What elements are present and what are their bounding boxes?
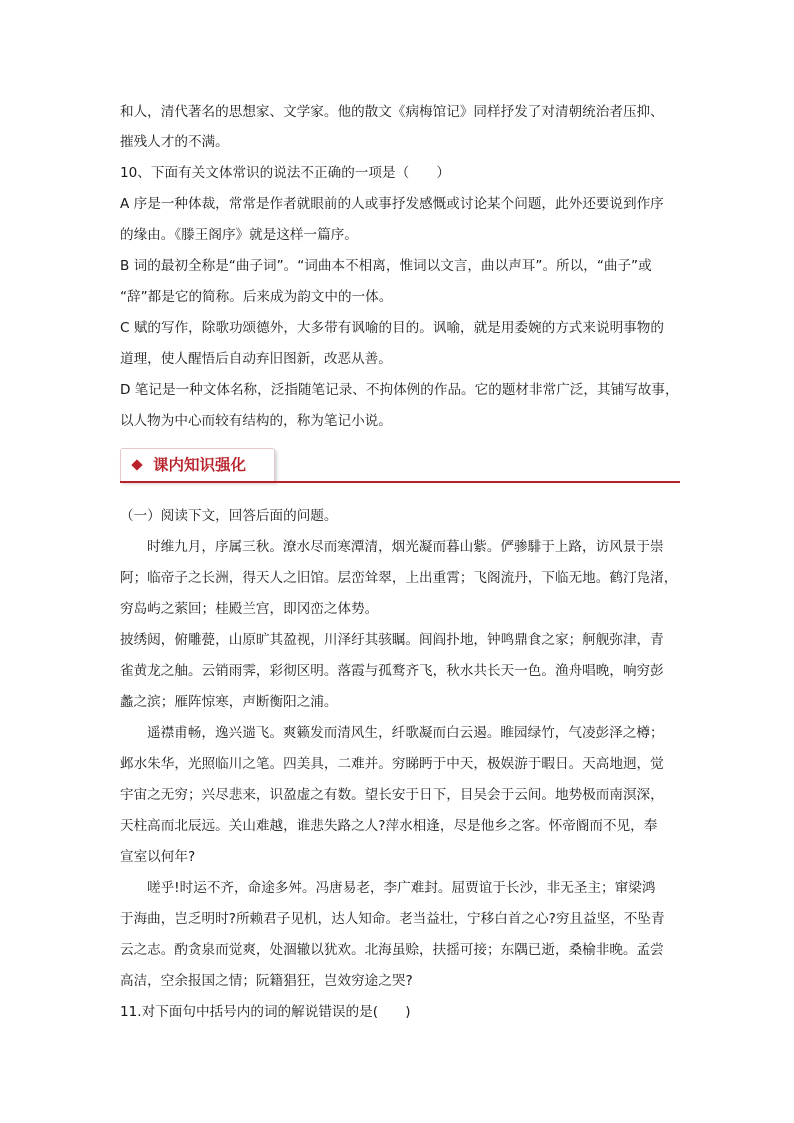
passage-p4-line-3: 云之志。酌贪泉而觉爽，处涸辙以犹欢。北海虽赊，扶摇可接；东隅已逝，桑榆非晚。孟尝 bbox=[120, 942, 664, 958]
passage-p3-line-4: 天柱高而北辰远。关山难越，谁悲失路之人?萍水相逢，尽是他乡之客。怀帝阍而不见，奉 bbox=[120, 818, 658, 834]
passage-p3-line-2: 邺水朱华，光照临川之笔。四美具，二难并。穷睇眄于中天，极娱游于暇日。天高地迥，觉 bbox=[120, 756, 664, 772]
passage-p2-line-2: 雀黄龙之舳。云销雨霁，彩彻区明。落霞与孤鹜齐飞，秋水共长天一色。渔舟唱晚，响穷彭 bbox=[120, 663, 664, 679]
passage-p3-line-5: 宣室以何年? bbox=[120, 849, 196, 865]
intro-line-1: 和人，清代著名的思想家、文学家。他的散文《病梅馆记》同样抒发了对清朝统治者压抑、 bbox=[120, 104, 664, 120]
section-heading-tab bbox=[120, 448, 275, 482]
passage-p4-line-2: 于海曲，岂乏明时?所赖君子见机，达人知命。老当益壮，宁移白首之心?穷且益坚，不坠青 bbox=[120, 911, 665, 927]
passage-p3-line-3: 宇宙之无穷；兴尽悲来，识盈虚之有数。望长安于日下，目吴会于云间。地势极而南溟深， bbox=[120, 787, 664, 803]
question-10-stem: 10、下面有关文体常识的说法不正确的一项是（ ） bbox=[120, 165, 450, 181]
question-10-option-a-line-1: A 序是一种体裁，常常是作者就眼前的人或事抒发感慨或讨论某个问题，此外还要说到作序 bbox=[120, 196, 664, 212]
question-10-option-c-line-1: C 赋的写作，除歌功颂德外，大多带有讽喻的目的。讽喻，就是用委婉的方式来说明事物的 bbox=[120, 320, 664, 336]
question-11-stem: 11.对下面句中括号内的词的解说错误的是( ) bbox=[120, 1004, 411, 1020]
passage-p2-line-3: 蠡之滨；雁阵惊寒，声断衡阳之浦。 bbox=[120, 694, 338, 710]
diamond-bullet-icon bbox=[131, 459, 142, 470]
intro-line-2: 摧残人才的不满。 bbox=[120, 134, 229, 150]
question-10-option-d-line-2: 以人物为中心而较有结构的，称为笔记小说。 bbox=[120, 413, 392, 429]
question-10-option-c-line-2: 道理，使人醒悟后自动弃旧图新，改恶从善。 bbox=[120, 351, 392, 367]
question-10-option-d-line-1: D 笔记是一种文体名称，泛指随笔记录、不拘体例的作品。它的题材非常广泛，其铺写故事， bbox=[120, 382, 679, 398]
question-10-option-a-line-2: 的缘由。《滕王阁序》就是这样一篇序。 bbox=[120, 227, 358, 243]
question-10-option-b-line-2: “辞”都是它的简称。后来成为韵文中的一体。 bbox=[120, 289, 393, 305]
section-divider bbox=[120, 481, 680, 483]
passage-p1-line-1: 时维九月，序属三秋。潦水尽而寒潭清，烟光凝而暮山紫。俨骖騑于上路，访风景于崇 bbox=[147, 539, 664, 555]
reading-instruction: （一）阅读下文，回答后面的问题。 bbox=[120, 508, 338, 524]
passage-p4-line-4: 高洁，空余报国之情；阮籍猖狂，岂效穷途之哭? bbox=[120, 973, 413, 989]
passage-p2-line-1: 披绣闼，俯雕甍，山原旷其盈视，川泽纡其骇瞩。闾阎扑地，钟鸣鼎食之家；舸舰弥津，青 bbox=[120, 632, 664, 648]
section-heading-title: 课内知识强化 bbox=[153, 456, 247, 474]
passage-p4-line-1: 嗟乎!时运不齐，命途多舛。冯唐易老，李广难封。屈贾谊于长沙，非无圣主；窜梁鸿 bbox=[147, 880, 656, 896]
question-10-option-b-line-1: B 词的最初全称是“曲子词”。“词曲本不相离，惟词以文言，曲以声耳”。所以，“曲子”或 bbox=[120, 258, 652, 274]
passage-p1-line-3: 穷岛屿之萦回；桂殿兰宫，即冈峦之体势。 bbox=[120, 601, 379, 617]
passage-p1-line-2: 阿；临帝子之长洲，得天人之旧馆。层峦耸翠，上出重霄；飞阁流丹，下临无地。鹤汀凫渚， bbox=[120, 570, 678, 586]
passage-p3-line-1: 遥襟甫畅，逸兴遄飞。爽籁发而清风生，纤歌凝而白云遏。睢园绿竹，气凌彭泽之樽； bbox=[147, 725, 664, 741]
